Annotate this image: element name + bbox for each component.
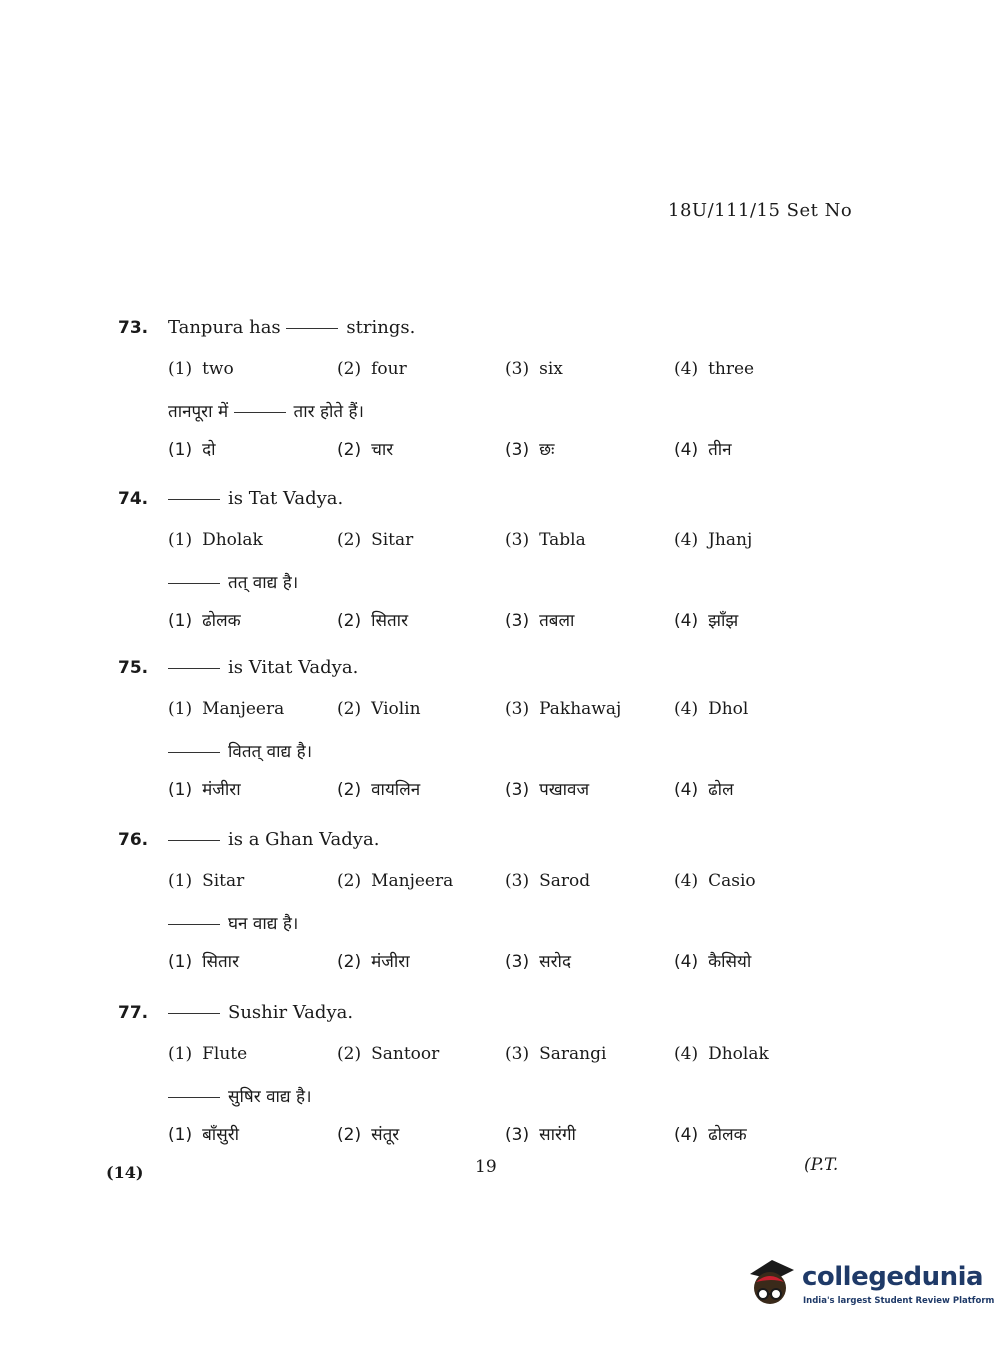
question-stem-hindi [168, 739, 312, 762]
option[interactable] [337, 437, 393, 460]
option[interactable] [168, 608, 241, 631]
stem-text-after: घन वाद्य है। [228, 914, 299, 934]
stem-text-before: तानपूरा में [168, 402, 229, 422]
option-number: (2) [337, 1044, 362, 1064]
option-number: (2) [337, 1125, 362, 1145]
question-stem-hindi [168, 570, 298, 593]
options-hindi [0, 608, 1001, 634]
question-number: 75. [118, 658, 149, 678]
answer-blank [168, 583, 220, 584]
option[interactable] [337, 699, 421, 719]
option-text: सरोद [539, 952, 571, 972]
option-number: (4) [674, 952, 699, 972]
option-text: four [371, 359, 407, 379]
option[interactable] [168, 949, 239, 972]
answer-blank [286, 328, 338, 329]
option[interactable] [168, 871, 244, 891]
question-stem-hindi [168, 399, 364, 422]
footer-sheet-number: (14) [106, 1163, 144, 1182]
option-number: (4) [674, 699, 699, 719]
option-text: Sitar [371, 530, 414, 550]
answer-blank [168, 499, 220, 500]
option[interactable] [337, 530, 413, 550]
answer-blank [168, 1013, 220, 1014]
option-text: झाँझ [708, 611, 739, 631]
stem-text-after: तत् वाद्य है। [228, 573, 299, 593]
option-number: (2) [337, 440, 362, 460]
option-number: (1) [168, 359, 193, 379]
option[interactable] [337, 359, 407, 379]
option-text: मंजीरा [371, 952, 410, 972]
option-text: Flute [202, 1044, 248, 1064]
option-number: (2) [337, 359, 362, 379]
option-number: (1) [168, 611, 193, 631]
option-number: (1) [168, 952, 193, 972]
option-number: (2) [337, 611, 362, 631]
option[interactable] [505, 1122, 576, 1145]
question-stem-english [168, 488, 343, 509]
stem-text-after: is Tat Vadya. [228, 488, 344, 509]
option-text: Sarangi [539, 1044, 607, 1064]
option-number: (1) [168, 871, 193, 891]
option[interactable] [337, 777, 420, 800]
option-text: ढोल [708, 780, 734, 800]
option-number: (1) [168, 1044, 193, 1064]
option[interactable] [674, 1044, 769, 1064]
option-number: (3) [505, 530, 530, 550]
option-text: Dholak [708, 1044, 769, 1064]
option-number: (2) [337, 699, 362, 719]
option-number: (3) [505, 1044, 530, 1064]
option[interactable] [168, 530, 263, 550]
answer-blank [234, 412, 286, 413]
option-text: दो [202, 440, 216, 460]
option-number: (4) [674, 1044, 699, 1064]
option-number: (1) [168, 1125, 193, 1145]
question-number: 74. [118, 489, 149, 509]
options-hindi [0, 949, 1001, 975]
answer-blank [168, 840, 220, 841]
option-text: वायलिन [371, 780, 421, 800]
option-number: (1) [168, 699, 193, 719]
question-number: 76. [118, 830, 149, 850]
option-text: three [708, 359, 755, 379]
option-text: Sitar [202, 871, 245, 891]
option-number: (1) [168, 780, 193, 800]
option-text: Sarod [539, 871, 591, 891]
option-text: चार [371, 440, 394, 460]
option-number: (1) [168, 530, 193, 550]
question-stem-english [168, 317, 415, 338]
options-english [0, 871, 1001, 897]
option[interactable] [674, 608, 738, 631]
option[interactable] [168, 777, 241, 800]
option[interactable] [505, 1044, 606, 1064]
option-text: Santoor [371, 1044, 440, 1064]
stem-text-after: सुषिर वाद्य है। [228, 1087, 312, 1107]
option-text: संतूर [371, 1125, 400, 1145]
options-hindi [0, 777, 1001, 803]
stem-text-before: Tanpura has [168, 317, 281, 338]
option-number: (3) [505, 699, 530, 719]
question-stem-english [168, 657, 358, 678]
option[interactable] [337, 871, 453, 891]
option-text: Manjeera [202, 699, 285, 719]
stem-text-after: is a Ghan Vadya. [228, 829, 380, 850]
option[interactable] [674, 699, 748, 719]
options-hindi [0, 1122, 1001, 1148]
option-text: Violin [371, 699, 421, 719]
answer-blank [168, 1097, 220, 1098]
option-number: (4) [674, 440, 699, 460]
option[interactable] [168, 1122, 239, 1145]
option-text: तबला [539, 611, 575, 631]
option-text: बाँसुरी [202, 1125, 240, 1145]
answer-blank [168, 752, 220, 753]
option-number: (2) [337, 952, 362, 972]
question-number: 73. [118, 318, 149, 338]
option-number: (3) [505, 952, 530, 972]
question-number: 77. [118, 1003, 149, 1023]
option[interactable] [505, 777, 589, 800]
option-number: (3) [505, 359, 530, 379]
option[interactable] [505, 699, 621, 719]
option[interactable] [674, 871, 756, 891]
option-text: Casio [708, 871, 756, 891]
stem-text-after: strings. [346, 317, 416, 338]
option[interactable] [674, 777, 734, 800]
option-number: (3) [505, 440, 530, 460]
option-number: (4) [674, 871, 699, 891]
option[interactable] [168, 699, 284, 719]
options-english [0, 1044, 1001, 1070]
option[interactable] [505, 359, 563, 379]
logo-tagline: India's largest Student Review Platform [803, 1296, 995, 1306]
option-text: six [539, 359, 563, 379]
question-stem-english [168, 829, 379, 850]
option[interactable] [505, 949, 571, 972]
option-number: (3) [505, 871, 530, 891]
option[interactable] [337, 949, 410, 972]
question-stem-hindi [168, 1084, 312, 1107]
option-number: (4) [674, 359, 699, 379]
option-text: Pakhawaj [539, 699, 622, 719]
option[interactable] [168, 437, 216, 460]
option-text: Dholak [202, 530, 263, 550]
option-number: (4) [674, 611, 699, 631]
option-text: ढोलक [708, 1125, 747, 1145]
option[interactable] [505, 608, 574, 631]
option[interactable] [674, 530, 752, 550]
option-number: (1) [168, 440, 193, 460]
answer-blank [168, 668, 220, 669]
option[interactable] [337, 1122, 399, 1145]
option[interactable] [505, 530, 586, 550]
option-number: (2) [337, 780, 362, 800]
option[interactable] [674, 949, 751, 972]
options-english [0, 530, 1001, 556]
option-text: सितार [371, 611, 409, 631]
option-text: सारंगी [539, 1125, 576, 1145]
option-number: (2) [337, 871, 362, 891]
please-turn-over: (P.T. [804, 1155, 839, 1175]
option-number: (3) [505, 1125, 530, 1145]
question-stem-english [168, 1002, 353, 1023]
stem-text-after: वितत् वाद्य है। [228, 742, 313, 762]
page-number: 19 [475, 1157, 497, 1177]
option-text: सितार [202, 952, 240, 972]
answer-blank [168, 924, 220, 925]
option-text: Manjeera [371, 871, 454, 891]
option-text: मंजीरा [202, 780, 241, 800]
option[interactable] [168, 359, 234, 379]
options-hindi [0, 437, 1001, 463]
option[interactable] [674, 437, 732, 460]
question-stem-hindi [168, 911, 298, 934]
option[interactable] [505, 871, 590, 891]
option-text: Dhol [708, 699, 749, 719]
stem-text-after: is Vitat Vadya. [228, 657, 359, 678]
logo-wordmark: collegedunia [802, 1262, 984, 1292]
option[interactable] [337, 1044, 439, 1064]
stem-text-after: Sushir Vadya. [228, 1002, 354, 1023]
option-text: two [202, 359, 234, 379]
option-number: (4) [674, 780, 699, 800]
option-number: (2) [337, 530, 362, 550]
option-text: Tabla [539, 530, 586, 550]
option-text: ढोलक [202, 611, 241, 631]
option[interactable] [674, 359, 754, 379]
collegedunia-logo[interactable] [742, 1252, 995, 1312]
option[interactable] [168, 1044, 247, 1064]
mascot-icon [742, 1252, 802, 1312]
option-number: (3) [505, 780, 530, 800]
options-english [0, 359, 1001, 385]
option-text: पखावज [539, 780, 590, 800]
option-number: (4) [674, 530, 699, 550]
option[interactable] [337, 608, 408, 631]
options-english [0, 699, 1001, 725]
option-text: कैसियो [708, 952, 752, 972]
option-text: Jhanj [708, 530, 753, 550]
option-text: तीन [708, 440, 732, 460]
stem-text-after: तार होते हैं। [293, 402, 364, 422]
option-text: छः [539, 440, 555, 460]
set-number-header: 18U/111/15 Set No [668, 200, 853, 221]
option[interactable] [674, 1122, 747, 1145]
option[interactable] [505, 437, 554, 460]
option-number: (3) [505, 611, 530, 631]
option-number: (4) [674, 1125, 699, 1145]
